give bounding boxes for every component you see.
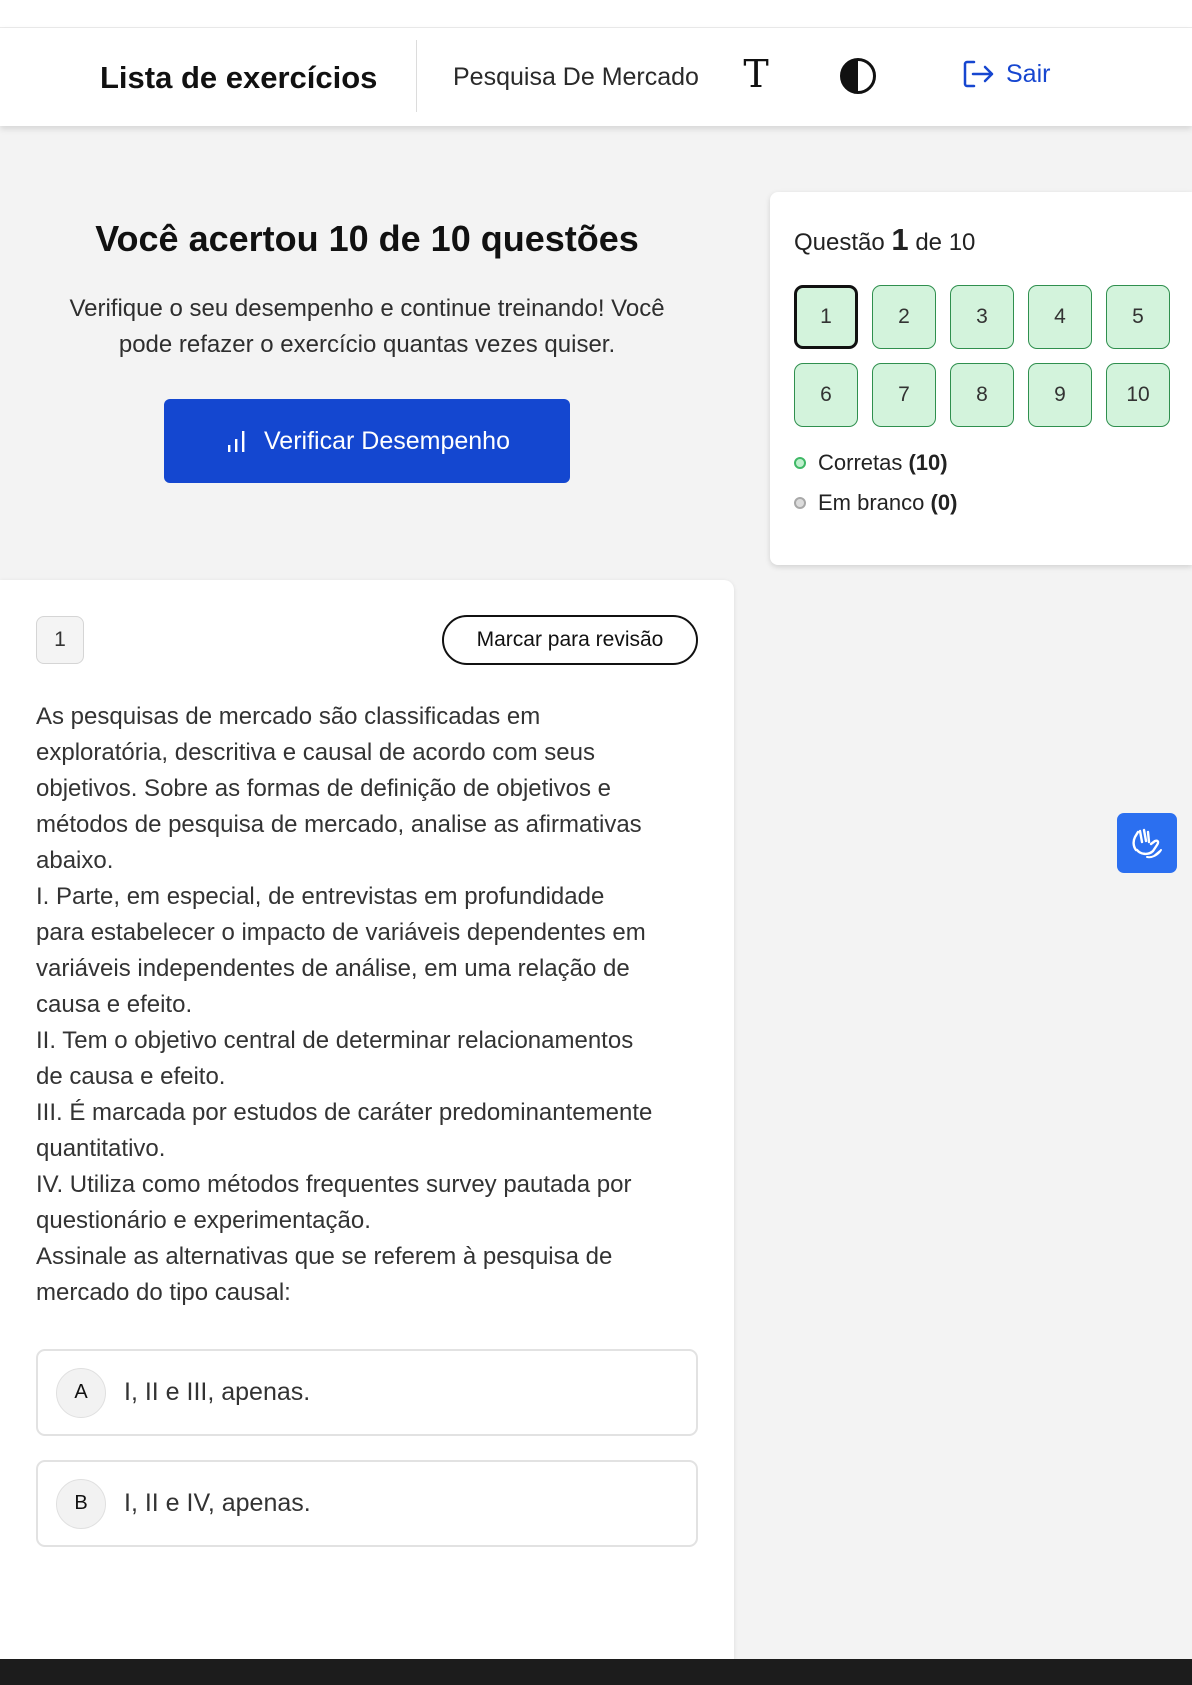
question-text-line: I. Parte, em especial, de entrevistas em profundidade [36, 883, 605, 910]
question-text [36, 699, 696, 1311]
question-nav-6[interactable]: 6 [794, 363, 858, 427]
question-text-line: As pesquisas de mercado são classificadas em [36, 703, 541, 730]
question-text-line: para estabelecer o impacto de variáveis dependentes em [36, 919, 646, 946]
question-text-line: objetivos. Sobre as formas de definição de objetivos e [36, 775, 612, 802]
font-size-icon: T [743, 52, 769, 96]
bottom-bar [0, 1659, 1192, 1685]
bar-chart-icon [224, 428, 250, 454]
option-a[interactable] [36, 1349, 698, 1436]
logout-icon [962, 58, 996, 90]
navigator-header [794, 222, 975, 258]
question-text-line: causa e efeito. [36, 991, 193, 1018]
performance-button-label: Verificar Desempenho [264, 426, 510, 455]
question-text-line: III. É marcada por estudos de caráter predominantemente [36, 1099, 653, 1126]
blank-dot-icon [794, 497, 806, 509]
question-text-line: variáveis independentes de análise, em uma relação de [36, 955, 630, 982]
question-text-line: de causa e efeito. [36, 1063, 226, 1090]
mark-for-review-button[interactable]: Marcar para revisão [442, 615, 698, 665]
legend-blank-count: (0) [930, 490, 958, 515]
font-size-button[interactable] [738, 52, 774, 96]
question-text-line: questionário e experimentação. [36, 1207, 371, 1234]
question-text-line: exploratória, descritiva e causal de acordo com seus [36, 739, 595, 766]
sign-language-button[interactable] [1117, 813, 1177, 873]
correct-dot-icon [794, 457, 806, 469]
app-title: Lista de exercícios [100, 60, 378, 95]
question-text-line: mercado do tipo causal: [36, 1279, 291, 1306]
contrast-icon [838, 56, 878, 96]
result-description: Verifique o seu desempenho e continue treinando! Você pode refazer o exercício quantas vezes quiser. [69, 295, 665, 358]
contrast-button[interactable] [838, 56, 878, 96]
question-nav-5[interactable]: 5 [1106, 285, 1170, 349]
logout-label: Sair [1006, 59, 1051, 88]
navigator-current: 1 [891, 222, 909, 257]
question-nav-1[interactable]: 1 [794, 285, 858, 349]
question-nav-7[interactable]: 7 [872, 363, 936, 427]
question-text-line: II. Tem o objetivo central de determinar relacionamentos [36, 1027, 634, 1054]
question-text-line: abaixo. [36, 847, 114, 874]
option-letter: B [56, 1479, 106, 1529]
course-name: Pesquisa De Mercado [453, 63, 699, 91]
question-nav-2[interactable]: 2 [872, 285, 936, 349]
question-text-line: quantitativo. [36, 1135, 166, 1162]
performance-button[interactable] [164, 399, 570, 483]
question-text-line: Assinale as alternativas que se referem à pesquisa de [36, 1243, 613, 1270]
option-b[interactable] [36, 1460, 698, 1547]
question-nav-9[interactable]: 9 [1028, 363, 1092, 427]
legend-correct-count: (10) [908, 450, 948, 475]
legend-blank-label: Em branco [818, 490, 925, 515]
legend-blank [794, 490, 957, 516]
navigator-suffix: de 10 [915, 229, 976, 256]
question-text-line: métodos de pesquisa de mercado, analise as afirmativas [36, 811, 642, 838]
question-nav-4[interactable]: 4 [1028, 285, 1092, 349]
question-card [0, 580, 734, 1660]
option-letter: A [56, 1368, 106, 1418]
sign-language-icon [1127, 823, 1167, 863]
question-nav-10[interactable]: 10 [1106, 363, 1170, 427]
app-header [0, 28, 1192, 126]
legend-correct-label: Corretas [818, 450, 903, 475]
top-strip [0, 0, 1192, 28]
question-grid [794, 285, 1172, 427]
legend-correct [794, 450, 948, 476]
navigator-prefix: Questão [794, 229, 885, 256]
option-text: I, II e IV, apenas. [124, 1489, 311, 1517]
question-nav-3[interactable]: 3 [950, 285, 1014, 349]
question-navigator [770, 192, 1192, 565]
header-divider [416, 40, 417, 112]
option-text: I, II e III, apenas. [124, 1378, 311, 1406]
question-nav-8[interactable]: 8 [950, 363, 1014, 427]
logout-button[interactable] [962, 58, 1050, 90]
result-title: Você acertou 10 de 10 questões [95, 218, 639, 259]
question-number: 1 [36, 616, 84, 664]
question-text-line: IV. Utiliza como métodos frequentes survey pautada por [36, 1171, 632, 1198]
